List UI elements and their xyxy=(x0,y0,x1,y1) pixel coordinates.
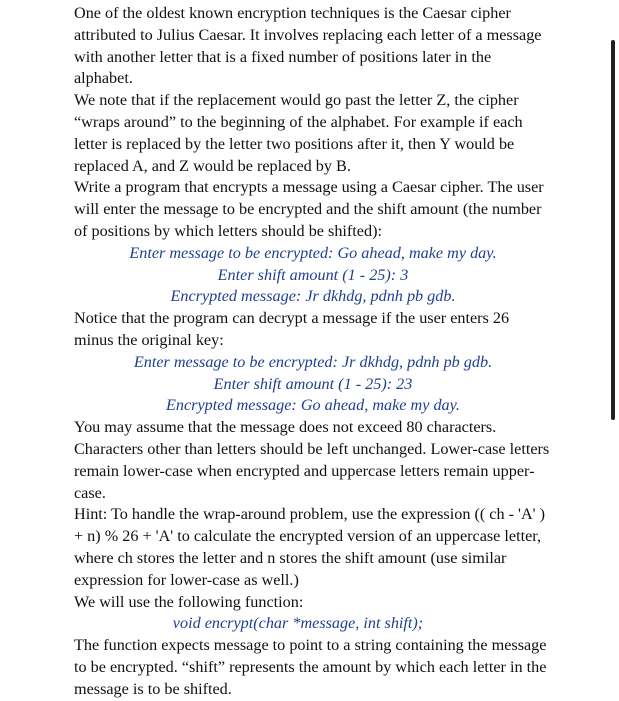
document-body xyxy=(74,3,552,701)
scrollbar[interactable] xyxy=(611,40,615,420)
function-intro: We will use the following function: xyxy=(74,592,304,611)
intro-paragraph: One of the oldest known encryption techniques is the Caesar cipher attributed to Julius Caesar. It involves replacing each letter of a message with another letter that is a fixed number of positions later in the alphabet. xyxy=(74,4,542,88)
decrypt-note-paragraph: Notice that the program can decrypt a message if the user enters 26 minus the original key: xyxy=(74,309,510,349)
assumptions-paragraph: You may assume that the message does not exceed 80 characters. Characters other than letters should be left unchanged. Lower-case letters remain lower-case when encrypted and uppercase letters remain upper-case. xyxy=(74,418,550,502)
task-paragraph: Write a program that encrypts a message using a Caesar cipher. The user will enter the message to be encrypted and the shift amount (the number of positions by which letters should be shifted): xyxy=(74,178,544,240)
example-decrypt-line-3: Encrypted message: Go ahead, make my day. xyxy=(166,396,460,415)
function-description-paragraph: The function expects message to point to a string containing the message to be encrypted. “shift” represents the amount by which each letter in the message is to be shifted. xyxy=(74,636,547,698)
wrap-around-paragraph: We note that if the replacement would go past the letter Z, the cipher “wraps around” to the beginning of the alphabet. For example if each letter is replaced by the letter two positions after it, then Y would be replaced A, and Z would be replaced by B. xyxy=(74,91,523,175)
example-encrypt-line-2: Enter shift amount (1 - 25): 3 xyxy=(217,265,409,284)
hint-paragraph: Hint: To handle the wrap-around problem, use the expression (( ch - 'A' ) + n) % 26 + 'A' to calculate the encrypted version of an uppercase letter, where ch stores the letter and n stores the shift amount (use similar expression for lower-case as well.) xyxy=(74,505,546,589)
example-decrypt-line-2: Enter shift amount (1 - 25): 23 xyxy=(213,374,413,393)
example-encrypt xyxy=(74,243,552,308)
example-decrypt xyxy=(74,352,552,417)
example-encrypt-line-3: Encrypted message: Jr dkhdg, pdnh pb gdb. xyxy=(170,287,456,306)
example-decrypt-line-1: Enter message to be encrypted: Jr dkhdg, pdnh pb gdb. xyxy=(133,352,493,371)
function-signature: void encrypt(char *message, int shift); xyxy=(172,614,424,633)
example-encrypt-line-1: Enter message to be encrypted: Go ahead, make my day. xyxy=(129,243,497,262)
